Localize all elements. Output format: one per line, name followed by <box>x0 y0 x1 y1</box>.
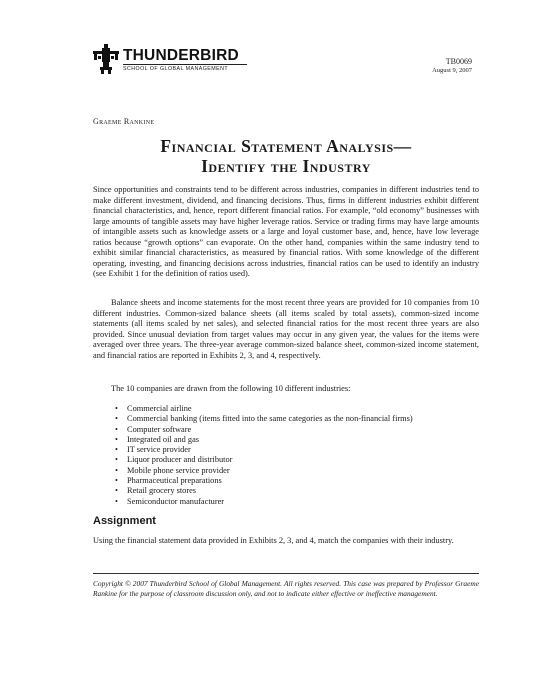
industry-label: Commercial airline <box>127 404 192 413</box>
bullet-icon: • <box>115 465 118 475</box>
industry-label: Computer software <box>127 424 192 434</box>
footer-divider <box>93 573 479 574</box>
list-item <box>115 404 413 414</box>
document-reference <box>432 57 472 75</box>
bullet-icon: • <box>115 486 118 496</box>
list-item <box>115 425 413 435</box>
bullet-icon: • <box>115 434 118 444</box>
list-item <box>115 445 413 455</box>
bullet-icon: • <box>115 476 118 486</box>
list-item <box>115 476 413 486</box>
thunderbird-emblem-icon <box>93 44 119 74</box>
author-name: Graeme Rankine <box>93 117 155 126</box>
industry-label: Commercial banking (items fitted into the same categories as the non-financial firms) <box>127 414 413 424</box>
industry-label: IT service provider <box>127 445 191 455</box>
industry-label: Semiconductor manufacturer <box>127 496 225 506</box>
bullet-icon: • <box>115 455 118 465</box>
bullet-icon: • <box>115 424 118 434</box>
logo-divider <box>123 64 247 65</box>
list-item <box>115 486 413 496</box>
bullet-icon: • <box>115 496 118 506</box>
list-item <box>115 466 413 476</box>
assignment-paragraph: Using the financial statement data provided in Exhibits 2, 3, and 4, match the companies with their industry. <box>93 536 454 545</box>
list-item <box>115 435 413 445</box>
document-title-line-1: Financial Statement Analysis— <box>160 136 412 156</box>
document-title-line-2: Identify the Industry <box>201 156 371 176</box>
list-item <box>115 414 413 424</box>
industry-label: Pharmaceutical preparations <box>127 476 222 486</box>
intro-paragraph: Since opportunities and constraints tend to be different across industries, companies in different industries tend to make different investment, dividend, and financing decisions. Thus, firms in different industries exhibit different financial characteristics, and, hence, report different financial ratios. For example, “old economy” businesses with large amounts of tangible assets may have higher leverage ratios. Service or trading firms may have large amounts of intangible assets such as knowledge assets or a large and loyal customer base, and, hence, have low leverage ratios because “growth options” can evaporate. On the other hand, companies within the same industry tend to exhibit similar financial characteristics, as measured by financial ratios. With some knowledge of the different operating, investing, and financing decisions across industries, financial ratios can be used to identify an industry (see Exhibit 1 for the definition of ratios used). <box>93 185 479 278</box>
bullet-icon: • <box>115 414 118 424</box>
industry-label: Retail grocery stores <box>127 486 197 496</box>
thunderbird-logo <box>93 44 263 76</box>
industry-label: Integrated oil and gas <box>127 434 200 444</box>
logo-subtitle: SCHOOL OF GLOBAL MANAGEMENT <box>123 66 229 72</box>
bullet-icon: • <box>115 404 118 413</box>
logo-name: THUNDERBIRD <box>123 47 239 64</box>
data-description-paragraph: Balance sheets and income statements for the most recent three years are provided for 10 companies from 10 different industries. Common-sized balance sheets (all items scaled by total assets), common-sized income statements (all items scaled by net sales), and selected financial ratios for the most recent three years are also provided. Since unusual deviation from target values may occur in any given year, the values for the items were averaged over three years. The three-year average common-sized balance sheet, common-sized income statement, and financial ratios are reported in Exhibits 2, 3, and 4, respectively. <box>93 298 479 360</box>
document-code: TB0069 <box>445 57 472 66</box>
bullet-icon: • <box>115 445 118 455</box>
document-date: August 9, 2007 <box>432 67 472 74</box>
industry-label: Mobile phone service provider <box>127 465 230 475</box>
industry-list <box>115 404 413 507</box>
list-item <box>115 497 413 507</box>
list-item <box>115 455 413 465</box>
industry-label: Liquor producer and distributor <box>127 455 233 465</box>
assignment-heading: Assignment <box>93 515 156 527</box>
industries-intro-paragraph: The 10 companies are drawn from the following 10 different industries: <box>111 384 351 393</box>
copyright-notice: Copyright © 2007 Thunderbird School of Global Management. All rights reserved. This case was prepared by Professor Graeme Rankine for the purpose of classroom discussion only, and not to indicate either effective or ineffective management. <box>93 579 479 598</box>
